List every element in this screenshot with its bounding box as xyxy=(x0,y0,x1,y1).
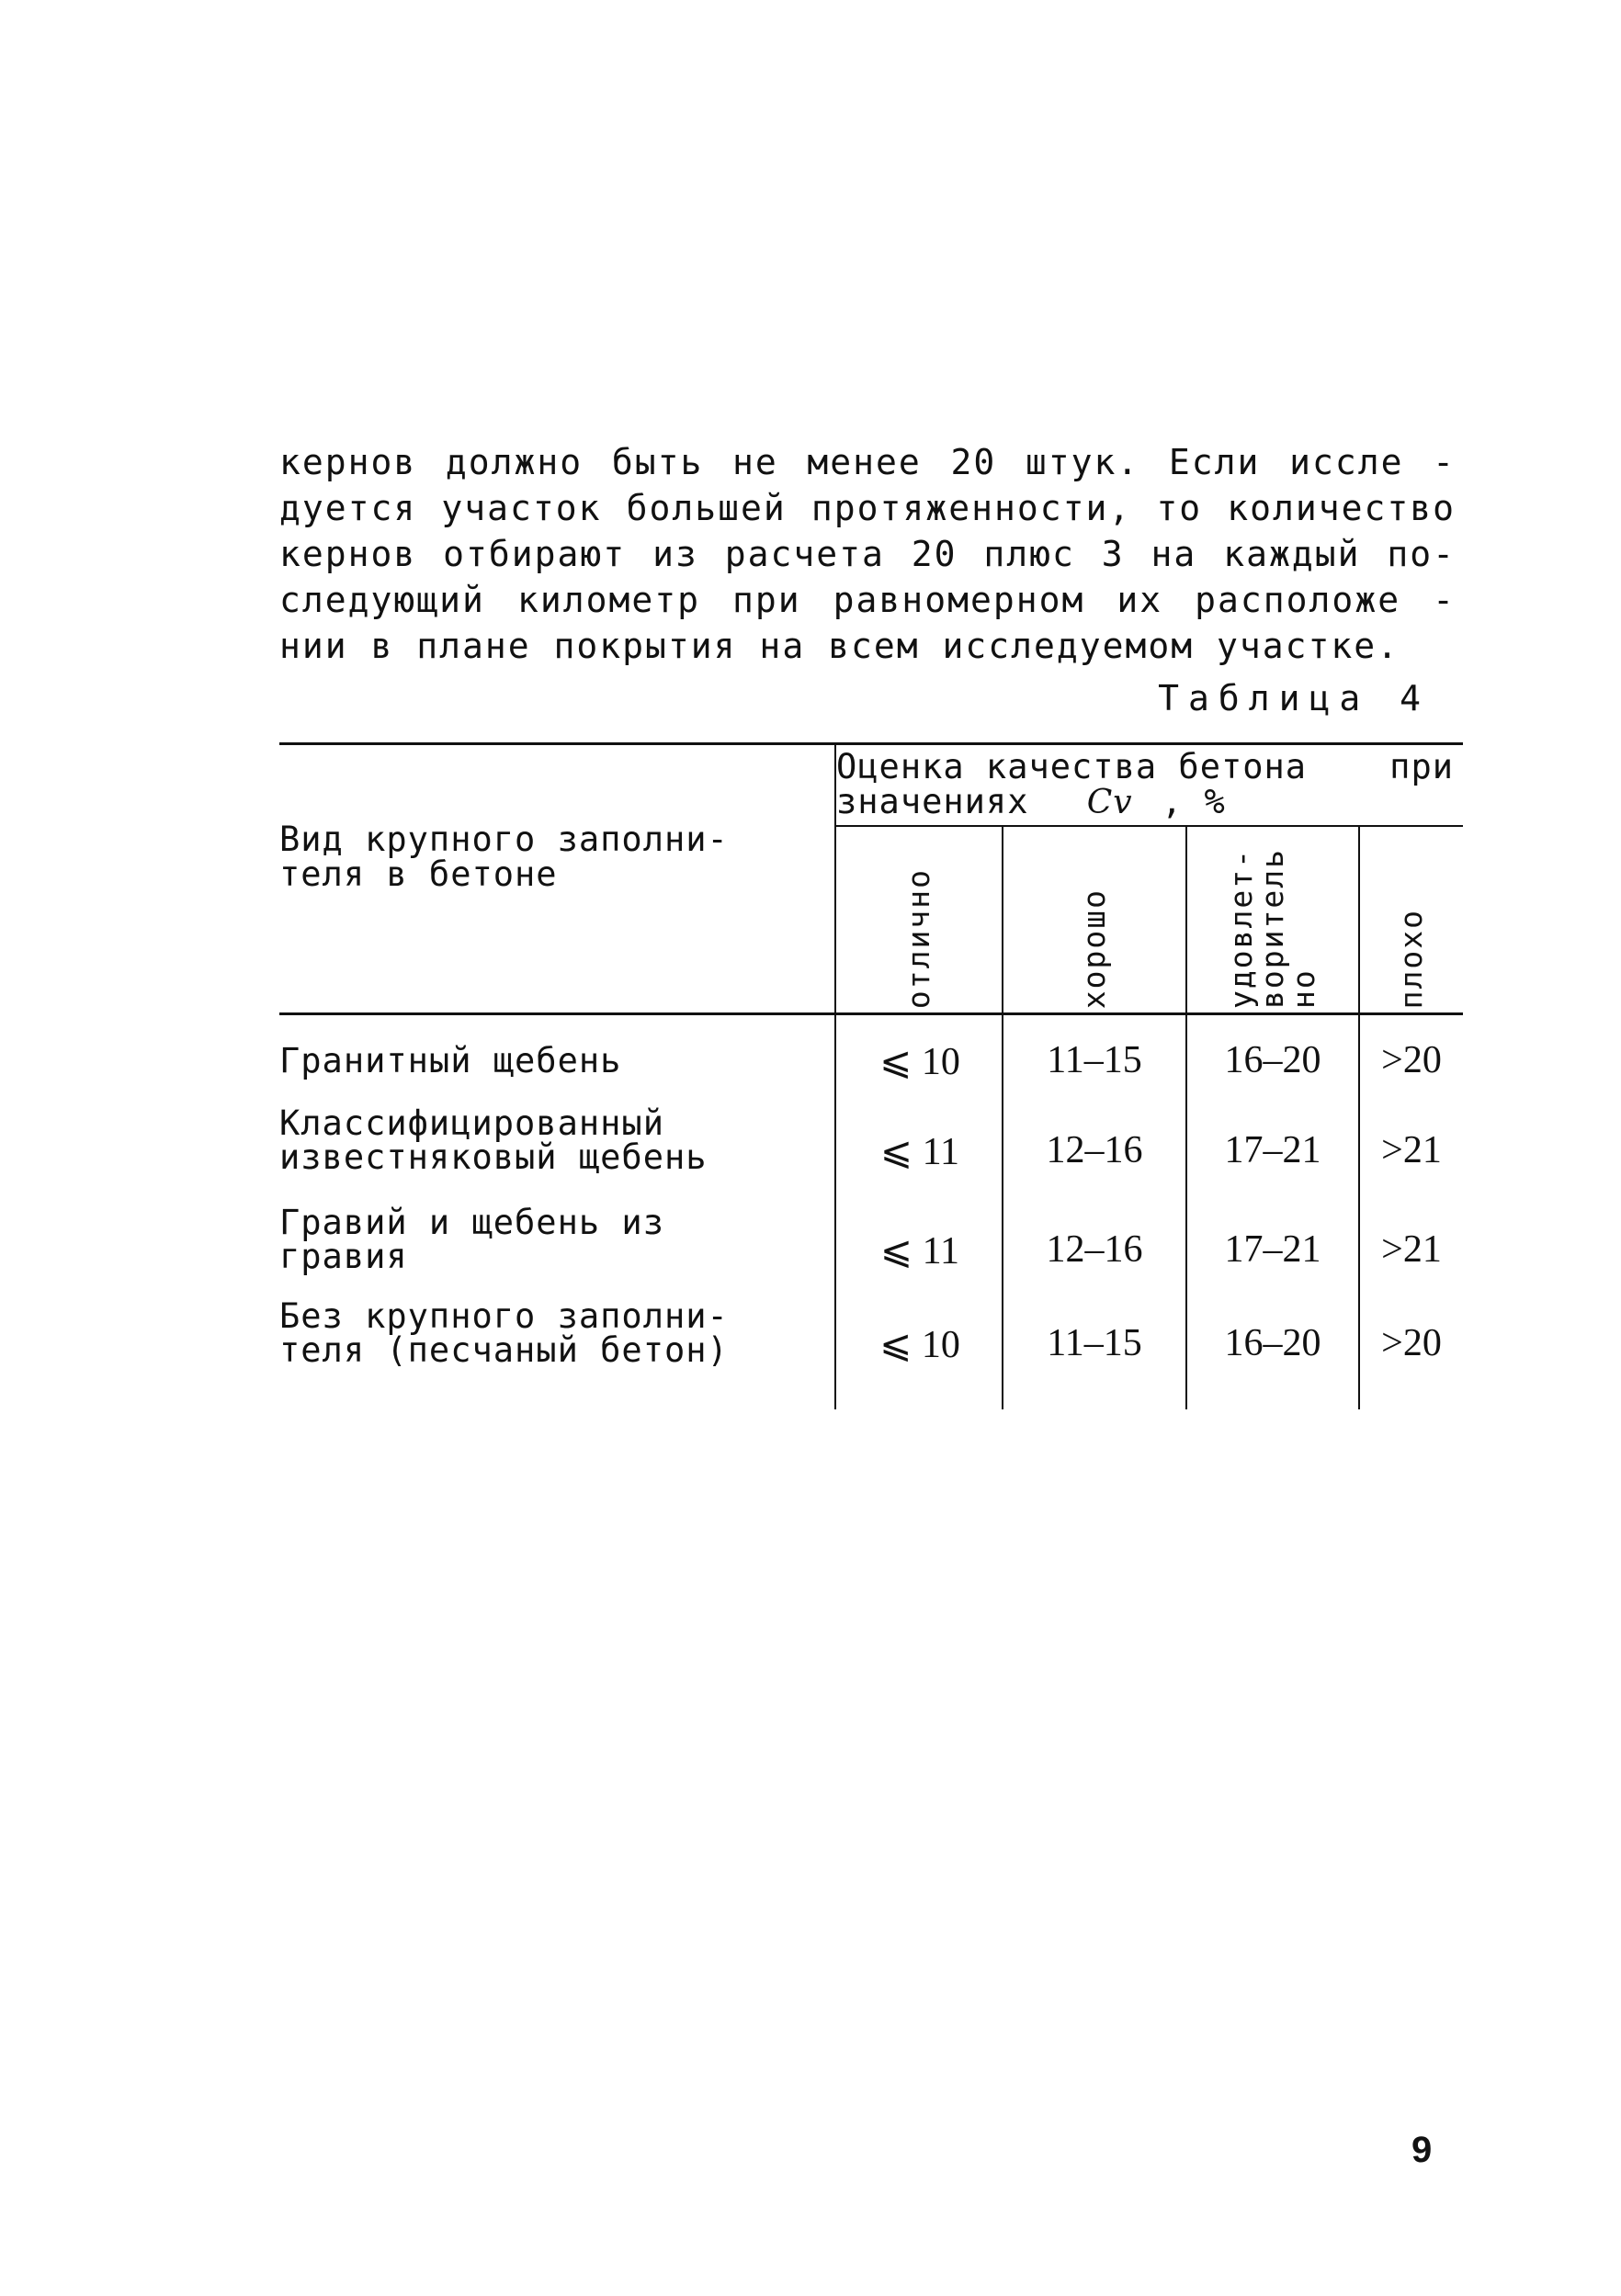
paragraph-line: кернов должно быть не менее 20 штук. Если иссле - xyxy=(279,442,1456,482)
paragraph-line: кернов отбирают из расчета 20 плюс 3 на каждый по- xyxy=(279,534,1456,574)
page-number: 9 xyxy=(1411,2130,1433,2170)
grade-label: плохо xyxy=(1393,908,1429,1009)
quality-header-text: Оценка качества бетона xyxy=(836,747,1308,786)
grade-header-good xyxy=(1003,829,1185,1009)
header-sub-rule xyxy=(834,825,1463,827)
grade-header-poor xyxy=(1360,829,1463,1009)
table-top-rule xyxy=(279,742,1463,745)
grade-header-satisfactory xyxy=(1187,829,1358,1009)
grade-label: хорошо xyxy=(1076,888,1112,1009)
paragraph-line: дуется участок большей протяженности, то количество xyxy=(279,488,1456,528)
table-cell: 16–20 xyxy=(1224,1322,1321,1364)
table-caption: Таблица 4 xyxy=(1158,678,1430,718)
quality-header-text-end: при xyxy=(1389,747,1454,786)
table-cell: 16–20 xyxy=(1224,1039,1321,1081)
paragraph-line: нии в плане покрытия на всем исследуемом участке. xyxy=(279,626,1400,666)
variation-coefficient-symbol: Cv xyxy=(1086,784,1133,821)
table-row-label: Гранитный щебень xyxy=(279,1041,622,1080)
quality-header xyxy=(836,747,1461,821)
table-cell: >21 xyxy=(1381,1129,1442,1171)
quality-header-prefix: значениях xyxy=(836,782,1029,821)
table-cell: 12–16 xyxy=(1046,1129,1143,1171)
table-cell: 12–16 xyxy=(1046,1228,1143,1271)
table-cell: >21 xyxy=(1381,1228,1442,1271)
table-row-label: Гравий и щебень из гравия xyxy=(279,1203,664,1276)
table-cell: ⩽ 10 xyxy=(879,1324,960,1366)
table-row-label: Классифицированный известняковый щебень xyxy=(279,1103,708,1177)
table-cell: >20 xyxy=(1381,1322,1442,1364)
table-cell: >20 xyxy=(1381,1039,1442,1081)
table-cell: 17–21 xyxy=(1224,1129,1321,1171)
table-cell: 11–15 xyxy=(1047,1039,1142,1081)
table-cell: ⩽ 11 xyxy=(879,1230,960,1272)
body-paragraph xyxy=(279,439,1456,669)
table-cell: 17–21 xyxy=(1224,1228,1321,1271)
table-cell: 11–15 xyxy=(1047,1322,1142,1364)
grade-label: удовлет- воритель но xyxy=(1223,848,1321,1009)
header-bottom-rule xyxy=(279,1012,1463,1015)
grade-label: отлично xyxy=(901,867,936,1009)
table-row-label: Без крупного заполни- теля (песчаный бетон) xyxy=(279,1296,729,1370)
aggregate-type-header: Вид крупного заполни- теля в бетоне xyxy=(279,820,729,894)
quality-header-unit: , % xyxy=(1161,782,1226,821)
table-cell: ⩽ 11 xyxy=(879,1131,960,1173)
grade-header-excellent xyxy=(836,829,1002,1009)
table-cell: ⩽ 10 xyxy=(879,1041,960,1083)
paragraph-line: следующий километр при равномерном их расположе - xyxy=(279,580,1456,620)
